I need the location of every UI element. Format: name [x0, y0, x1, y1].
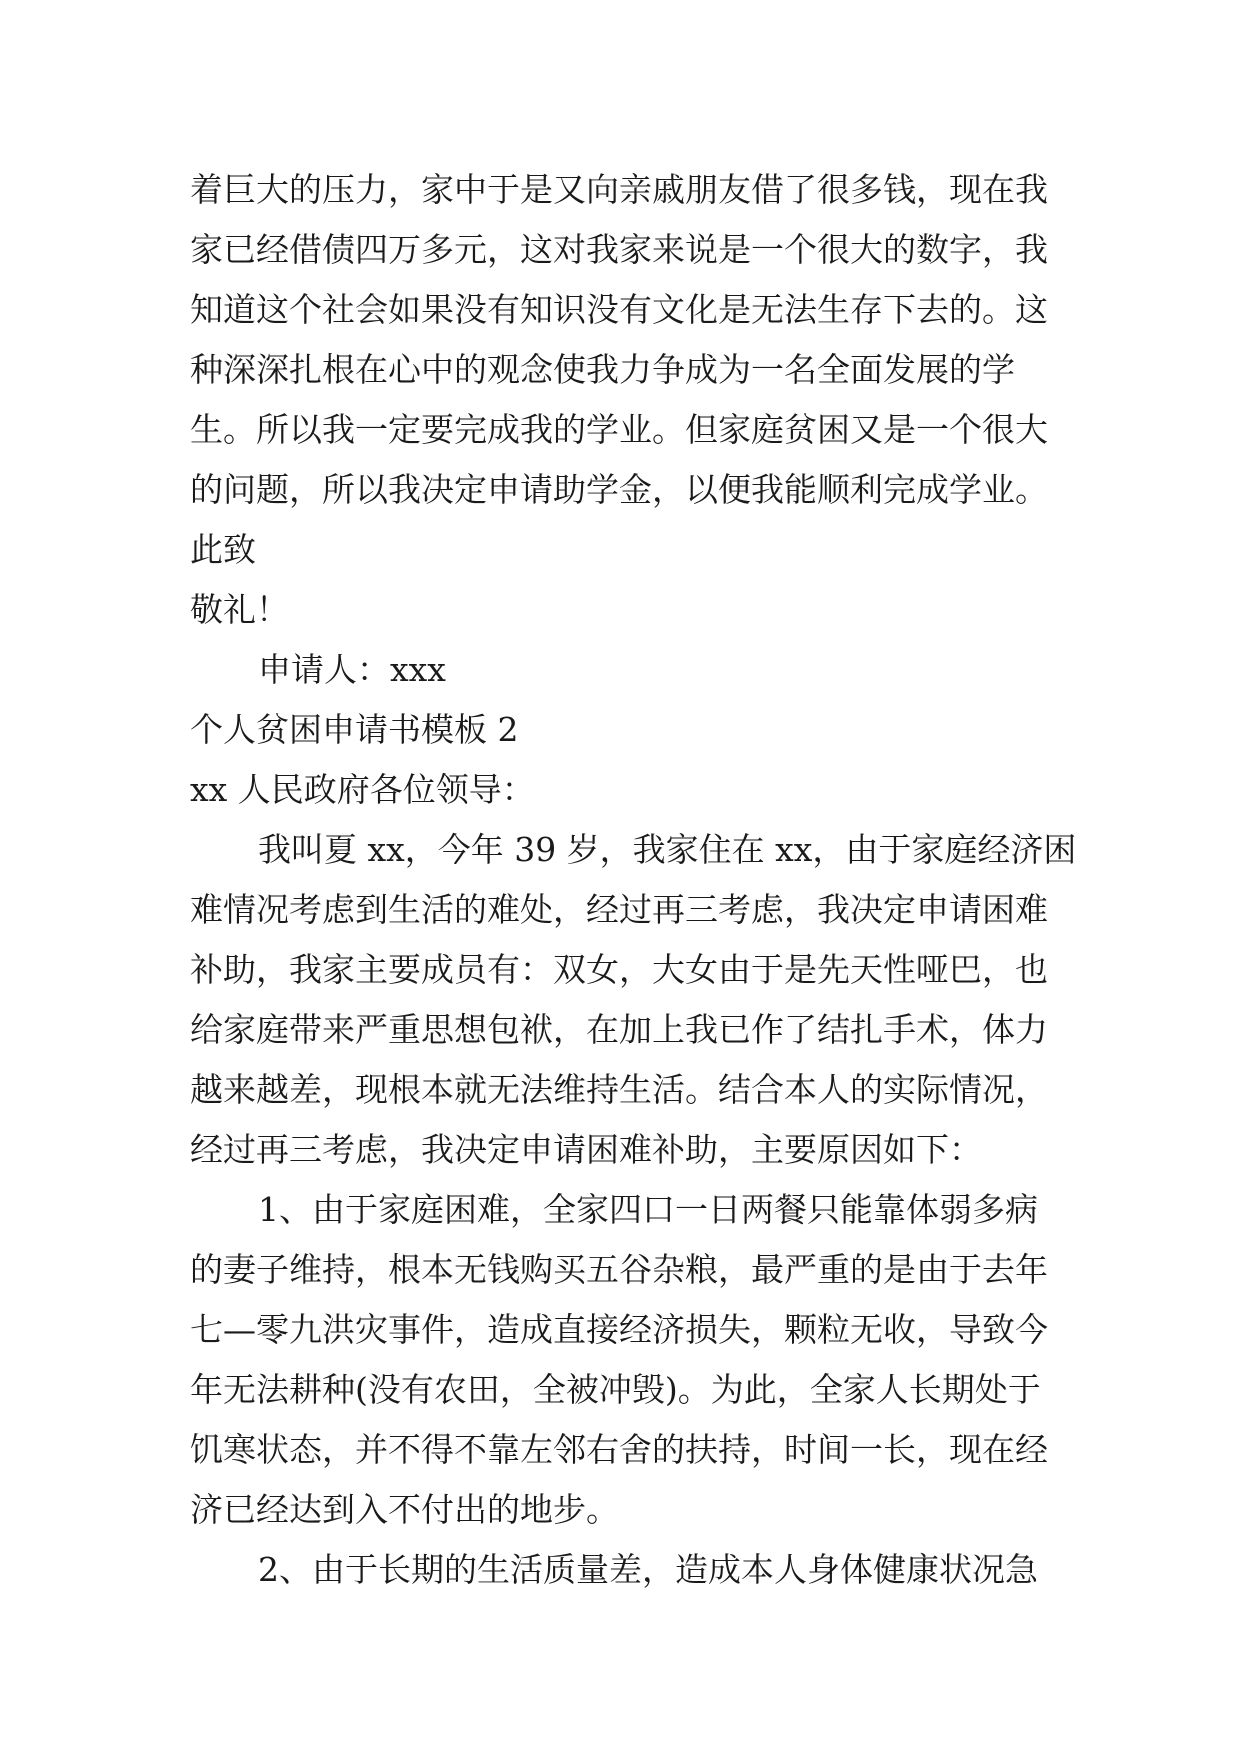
paragraph-line: 的问题，所以我决定申请助学金，以便我能顺利完成学业。 — [190, 470, 1048, 509]
letter-greeting: xx 人民政府各位领导： — [190, 770, 535, 809]
paragraph-line: 生。所以我一定要完成我的学业。但家庭贫困又是一个很大 — [190, 410, 1048, 449]
paragraph-line: 种深深扎根在心中的观念使我力争成为一名全面发展的学 — [190, 350, 1015, 389]
paragraph-line: 1、由于家庭困难，全家四口一日两餐只能靠体弱多病 — [258, 1190, 1038, 1229]
paragraph-line: 家已经借债四万多元，这对我家来说是一个很大的数字，我 — [190, 230, 1048, 269]
paragraph-line: 2、由于长期的生活质量差，造成本人身体健康状况急 — [258, 1550, 1038, 1589]
paragraph-line: 年无法耕种(没有农田，全被冲毁)。为此，全家人长期处于 — [190, 1370, 1041, 1409]
document-body — [190, 160, 1077, 1600]
closing-regards: 敬礼！ — [190, 590, 289, 629]
paragraph-line: 我叫夏 xx，今年 39 岁，我家住在 xx，由于家庭经济困 — [258, 830, 1077, 869]
section-title: 个人贫困申请书模板 2 — [190, 710, 519, 749]
paragraph-line: 知道这个社会如果没有知识没有文化是无法生存下去的。这 — [190, 290, 1048, 329]
paragraph-line: 经过再三考虑，我决定申请困难补助，主要原因如下： — [190, 1130, 982, 1169]
paragraph-line: 着巨大的压力，家中于是又向亲戚朋友借了很多钱，现在我 — [190, 170, 1048, 209]
applicant-signature: 申请人：xxx — [258, 650, 446, 689]
paragraph-line: 饥寒状态，并不得不靠左邻右舍的扶持，时间一长，现在经 — [190, 1430, 1048, 1469]
paragraph-line: 给家庭带来严重思想包袱，在加上我已作了结扎手术，体力 — [190, 1010, 1048, 1049]
paragraph-line: 越来越差，现根本就无法维持生活。结合本人的实际情况， — [190, 1070, 1048, 1109]
paragraph-line: 七—零九洪灾事件，造成直接经济损失，颗粒无收，导致今 — [190, 1310, 1048, 1349]
paragraph-line: 补助，我家主要成员有：双女，大女由于是先天性哑巴，也 — [190, 950, 1048, 989]
paragraph-line: 济已经达到入不付出的地步。 — [190, 1490, 619, 1529]
closing-salutation: 此致 — [190, 530, 256, 569]
paragraph-line: 的妻子维持，根本无钱购买五谷杂粮，最严重的是由于去年 — [190, 1250, 1048, 1289]
paragraph-line: 难情况考虑到生活的难处，经过再三考虑，我决定申请困难 — [190, 890, 1048, 929]
